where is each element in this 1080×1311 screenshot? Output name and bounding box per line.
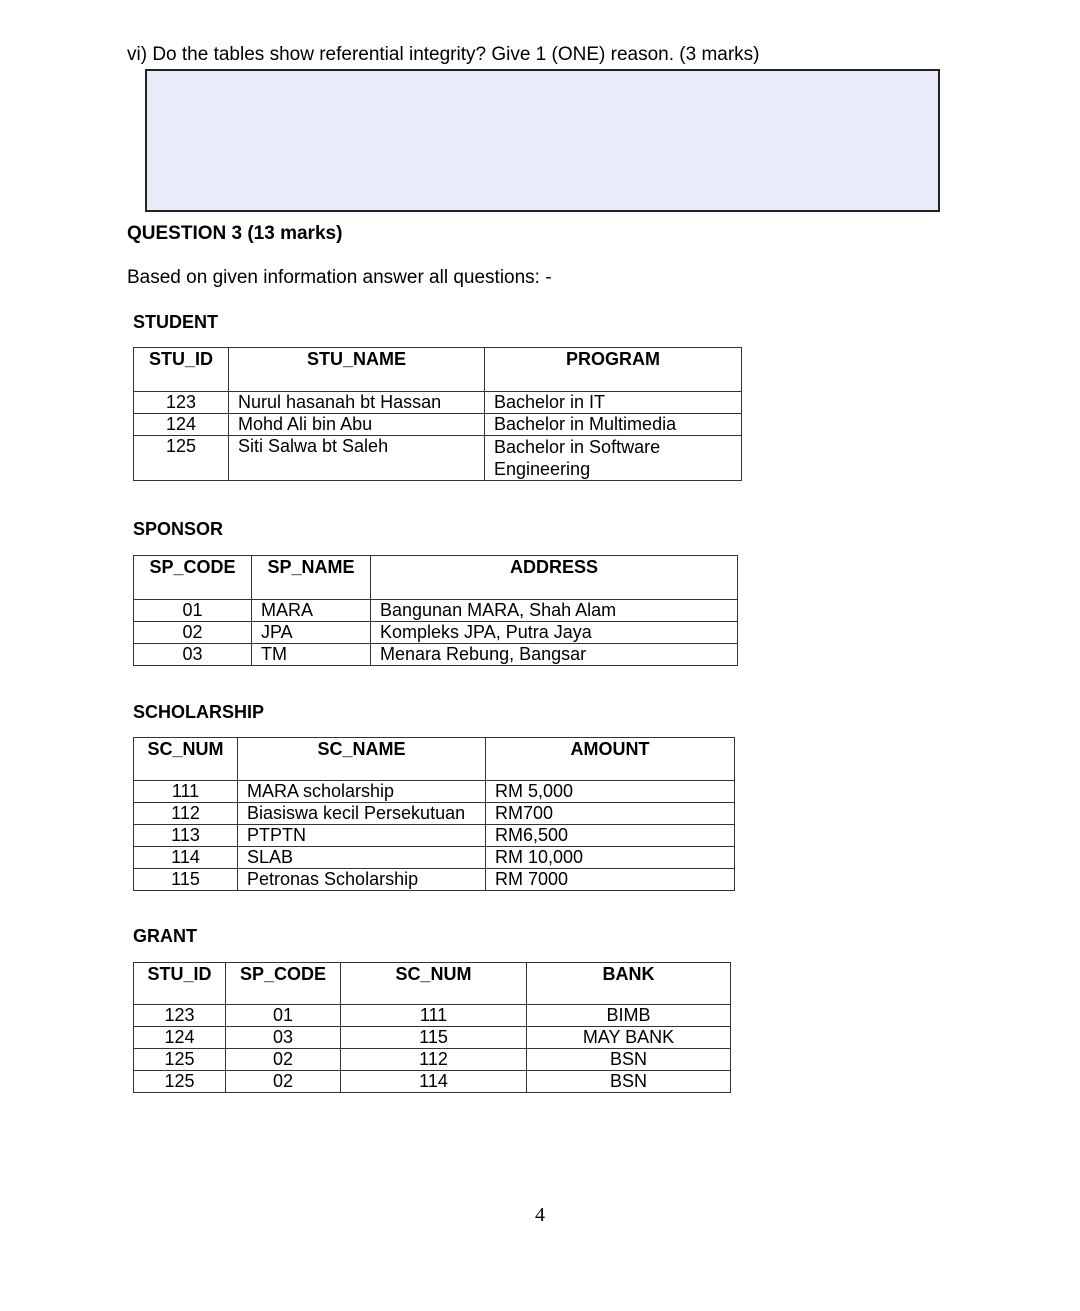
table-cell: 01: [134, 600, 252, 622]
column-header-stu-name: STU_NAME: [229, 348, 485, 392]
table-cell: BIMB: [527, 1005, 731, 1027]
question-vi-text: vi) Do the tables show referential integrity? Give 1 (ONE) reason. (3 marks): [127, 44, 760, 65]
table-cell: 115: [134, 869, 238, 891]
column-header-sc-num: SC_NUM: [341, 963, 527, 1005]
table-row: [134, 392, 742, 414]
column-header-sc-num: SC_NUM: [134, 738, 238, 781]
table-cell: 02: [134, 622, 252, 644]
table-row: [134, 436, 742, 481]
table-cell: Petronas Scholarship: [238, 869, 486, 891]
sponsor-table-title: SPONSOR: [133, 519, 224, 539]
column-header-stu-id: STU_ID: [134, 963, 226, 1005]
table-cell: 01: [226, 1005, 341, 1027]
instruction-text: Based on given information answer all questions: -: [127, 267, 552, 288]
table-cell: 113: [134, 825, 238, 847]
table-cell: Bachelor in Multimedia: [485, 414, 742, 436]
question-3-heading: QUESTION 3 (13 marks): [127, 223, 343, 244]
table-row: [134, 803, 735, 825]
table-cell: 111: [134, 781, 238, 803]
table-cell: 02: [226, 1049, 341, 1071]
table-cell: MAY BANK: [527, 1027, 731, 1049]
table-cell: 03: [134, 644, 252, 666]
column-header-address: ADDRESS: [371, 556, 738, 600]
table-cell: Siti Salwa bt Saleh: [229, 436, 485, 481]
table-cell: 03: [226, 1027, 341, 1049]
column-header-sp-code: SP_CODE: [134, 556, 252, 600]
table-cell: RM700: [486, 803, 735, 825]
column-header-sp-name: SP_NAME: [252, 556, 371, 600]
table-cell: BSN: [527, 1071, 731, 1093]
table-cell: Bachelor in Software Engineering: [485, 436, 742, 481]
table-cell: 115: [341, 1027, 527, 1049]
table-row: [134, 622, 738, 644]
table-cell: 114: [134, 847, 238, 869]
table-row: [134, 825, 735, 847]
table-row: [134, 869, 735, 891]
column-header-program: PROGRAM: [485, 348, 742, 392]
table-row: [134, 1027, 731, 1049]
table-row: [134, 600, 738, 622]
table-cell: Nurul hasanah bt Hassan: [229, 392, 485, 414]
table-cell: BSN: [527, 1049, 731, 1071]
table-cell: RM6,500: [486, 825, 735, 847]
table-cell: RM 10,000: [486, 847, 735, 869]
grant-table: [133, 962, 731, 1093]
scholarship-table: [133, 737, 735, 891]
table-cell: RM 7000: [486, 869, 735, 891]
table-row: [134, 644, 738, 666]
table-cell: SLAB: [238, 847, 486, 869]
table-cell: Mohd Ali bin Abu: [229, 414, 485, 436]
table-row: [134, 1049, 731, 1071]
table-row: [134, 1071, 731, 1093]
table-cell: Bachelor in IT: [485, 392, 742, 414]
column-header-stu-id: STU_ID: [134, 348, 229, 392]
table-cell: PTPTN: [238, 825, 486, 847]
student-table-title: STUDENT: [133, 312, 218, 332]
table-cell: 125: [134, 1049, 226, 1071]
table-cell: TM: [252, 644, 371, 666]
table-cell: MARA: [252, 600, 371, 622]
table-row: [134, 1005, 731, 1027]
table-cell: JPA: [252, 622, 371, 644]
column-header-bank: BANK: [527, 963, 731, 1005]
table-cell: RM 5,000: [486, 781, 735, 803]
table-cell: 112: [341, 1049, 527, 1071]
grant-table-title: GRANT: [133, 926, 197, 946]
column-header-sp-code: SP_CODE: [226, 963, 341, 1005]
table-cell: 02: [226, 1071, 341, 1093]
scholarship-table-title: SCHOLARSHIP: [133, 702, 265, 722]
page-number: 4: [535, 1204, 545, 1226]
table-cell: Bangunan MARA, Shah Alam: [371, 600, 738, 622]
table-cell: 123: [134, 392, 229, 414]
table-cell: MARA scholarship: [238, 781, 486, 803]
table-cell: Biasiswa kecil Persekutuan: [238, 803, 486, 825]
table-cell: Kompleks JPA, Putra Jaya: [371, 622, 738, 644]
column-header-sc-name: SC_NAME: [238, 738, 486, 781]
column-header-amount: AMOUNT: [486, 738, 735, 781]
table-cell: Menara Rebung, Bangsar: [371, 644, 738, 666]
table-row: [134, 414, 742, 436]
table-cell: 123: [134, 1005, 226, 1027]
table-cell: 124: [134, 414, 229, 436]
sponsor-table: [133, 555, 738, 666]
student-table: [133, 347, 742, 481]
answer-box[interactable]: [145, 69, 940, 212]
table-cell: 112: [134, 803, 238, 825]
table-cell: 114: [341, 1071, 527, 1093]
table-row: [134, 781, 735, 803]
table-cell: 125: [134, 1071, 226, 1093]
table-row: [134, 847, 735, 869]
table-cell: 111: [341, 1005, 527, 1027]
table-cell: 124: [134, 1027, 226, 1049]
table-cell: 125: [134, 436, 229, 481]
